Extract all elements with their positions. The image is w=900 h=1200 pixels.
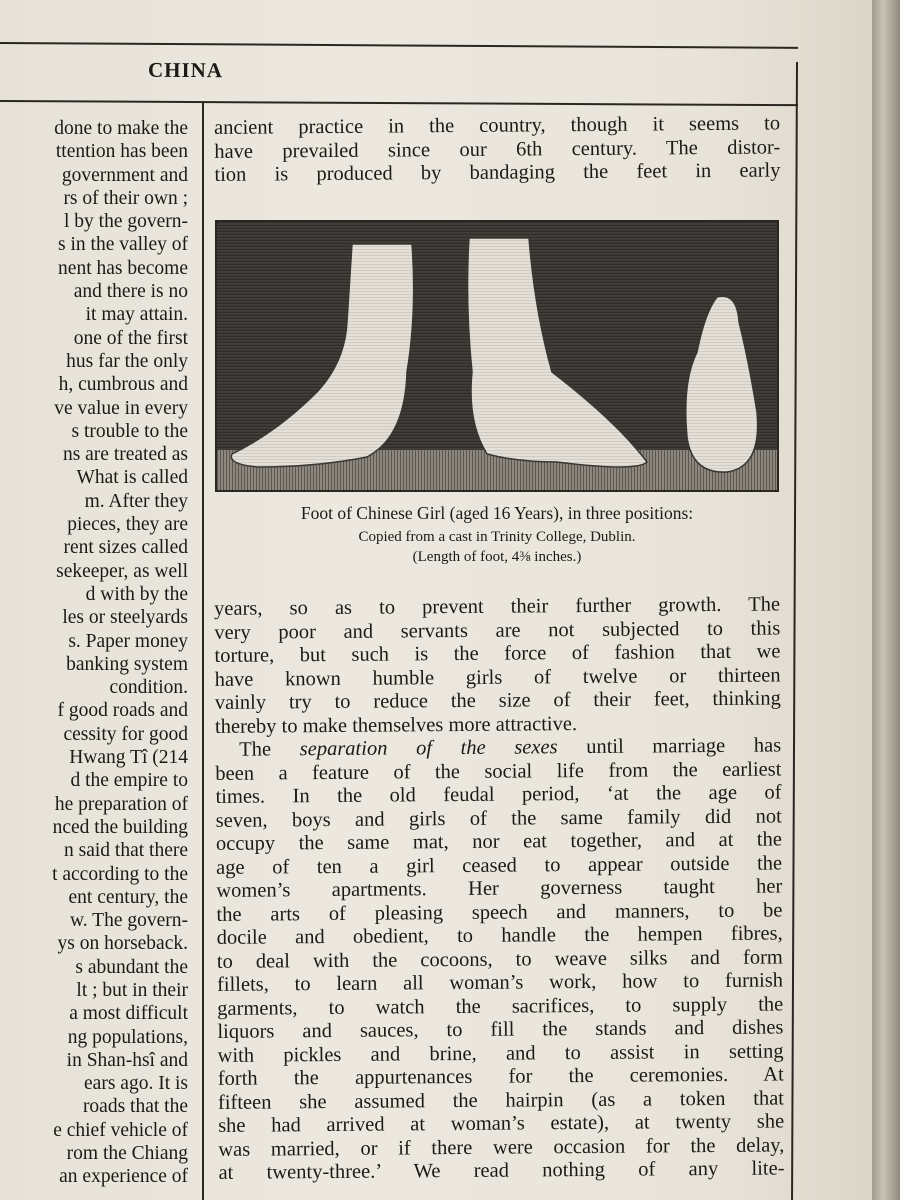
left-column-line: done to make the [54, 118, 188, 139]
right-column-line: fifteen she assumed the hairpin (as a token that [217, 1086, 785, 1114]
right-column-line: was married, or if there were occasion for the delay, [218, 1133, 785, 1161]
left-column-line: pieces, they are [67, 514, 188, 536]
left-column-line: h, cumbrous and [58, 374, 188, 396]
left-column-line: ng populations, [67, 1026, 188, 1048]
paragraph-first-rest: until marriage has [557, 734, 782, 759]
left-column-line: in Shan-hsî and [66, 1049, 188, 1071]
figure-caption-title: Foot of Chinese Girl (aged 16 Years), in three positions: [300, 503, 694, 523]
left-column-line: les or steelyards [62, 607, 188, 629]
right-column-line: garments, to watch the sacrifices, to supply the [217, 992, 784, 1020]
emphasis-phrase: separation of the sexes [299, 736, 558, 761]
left-column-line: f good roads and [57, 700, 188, 722]
left-column-line: s trouble to the [71, 420, 188, 442]
left-column-line: s abundant the [75, 956, 188, 978]
left-column-line: s in the valley of [58, 234, 188, 256]
right-column-bottom-text [204, 593, 795, 1185]
left-column-line: w. The govern- [69, 910, 188, 932]
left-column-line: ears ago. It is [84, 1073, 188, 1095]
left-column-line: Hwang Tî (214 [69, 747, 188, 769]
left-column-line: roads that the [82, 1096, 188, 1118]
right-column-line: ancient practice in the country, though it seems to [213, 112, 781, 139]
foot-sole-view [686, 296, 758, 472]
left-column-line: nced the building [52, 816, 188, 838]
left-column-line: What is called [76, 467, 188, 489]
left-column-line: s. Paper money [68, 630, 188, 652]
left-column-line: d with by the [85, 583, 188, 605]
right-column-line: docile and obedient, to handle the hempen fibres, [216, 922, 783, 949]
left-column-line: m. After they [84, 490, 188, 512]
left-column-line: e chief vehicle of [53, 1119, 188, 1141]
left-column-line: n said that there [64, 840, 188, 862]
left-column-line: rent sizes called [63, 537, 188, 559]
right-column-line: seven, boys and girls of the same family did not [215, 804, 782, 832]
right-column-line: very poor and servants are not subjected to this [214, 616, 781, 644]
right-column-line: been a feature of the social life from the earliest [215, 757, 782, 785]
header-bottom-rule [0, 100, 798, 106]
left-column-line: ttention has been [55, 141, 188, 163]
left-column-line: nent has become [58, 257, 188, 279]
foot-casts-drawing [217, 222, 777, 490]
foot-illustration [215, 220, 779, 492]
left-column-line: ys on horseback. [57, 933, 188, 955]
left-column-line: sekeeper, as well [56, 560, 188, 582]
right-column-line: have prevailed since our 6th century. The distor- [214, 135, 781, 163]
left-column-line: l by the govern- [63, 211, 188, 233]
right-column-line: at twenty-three.’ We read nothing of any lite- [218, 1157, 785, 1184]
left-column-line: rs of their own ; [63, 187, 188, 209]
left-column-line: cessity for good [63, 723, 188, 745]
left-column-line: lt ; but in their [76, 979, 188, 1001]
figure-caption-length: (Length of foot, 4⅜ inches.) [412, 549, 582, 565]
right-column-line: women’s apartments. Her governess taught her [216, 875, 783, 902]
figure-caption-source: Copied from a cast in Trinity College, Dublin. [358, 529, 636, 545]
right-column-line: vainly try to reduce the size of their feet, thinking [214, 687, 781, 714]
book-gutter-edge [872, 0, 900, 1200]
right-column-line: years, so as to prevent their further growth. The [213, 593, 781, 620]
left-column-line: d the empire to [70, 770, 188, 792]
paragraph-first-word: The [239, 738, 300, 761]
right-column-line: she had arrived at woman’s estate), at twenty she [218, 1110, 785, 1137]
right-column-line: fillets, to learn all woman’s work, how to furnish [216, 969, 784, 996]
left-column-line: a most difficult [69, 1003, 188, 1025]
left-column-line: it may attain. [85, 304, 188, 326]
left-column-line: banking system [66, 653, 188, 675]
left-column-line: ns are treated as [62, 444, 188, 466]
left-column-line: government and [61, 164, 188, 186]
right-column-line: have known humble girls of twelve or thirteen [214, 663, 781, 691]
right-column-line: thereby to make themselves more attractive. [214, 712, 578, 738]
foot-front-view [468, 238, 647, 467]
right-column-line: occupy the same mat, nor eat together, and at the [215, 828, 783, 855]
right-column-line: torture, but such is the force of fashion that we [214, 640, 781, 667]
left-column-line: ent century, the [68, 886, 188, 908]
right-column-line: to deal with the cocoons, to weave silks and form [216, 945, 783, 973]
foot-side-view [231, 244, 413, 467]
right-column-line: the arts of pleasing speech and manners, to be [216, 898, 783, 926]
left-column-line: an experience of [59, 1166, 188, 1188]
right-column-top-text [204, 112, 791, 187]
left-column-text [0, 117, 188, 1189]
left-column-line: t according to the [52, 863, 188, 885]
right-column-line: tion is produced by bandaging the feet in early [214, 159, 781, 186]
left-column-line: he preparation of [54, 793, 188, 815]
header-top-rule [0, 42, 798, 49]
running-head: CHINA [147, 57, 224, 83]
left-column-line: condition. [109, 677, 188, 699]
left-column-line: and there is no [73, 281, 188, 303]
left-column-line: rom the Chiang [66, 1143, 188, 1165]
left-column-line: hus far the only [66, 350, 188, 372]
right-column-line: with pickles and brine, and to assist in setting [217, 1039, 784, 1067]
left-column-line: one of the first [73, 327, 188, 349]
right-column-line: age of ten a girl ceased to appear outside the [216, 851, 783, 879]
right-column-line: liquors and sauces, to fill the stands and dishes [217, 1016, 784, 1043]
right-column-line: times. In the old feudal period, ‘at the age of [215, 781, 782, 808]
left-column-line: ve value in every [54, 397, 188, 419]
right-column-line: forth the appurtenances for the ceremonies. At [217, 1063, 784, 1090]
